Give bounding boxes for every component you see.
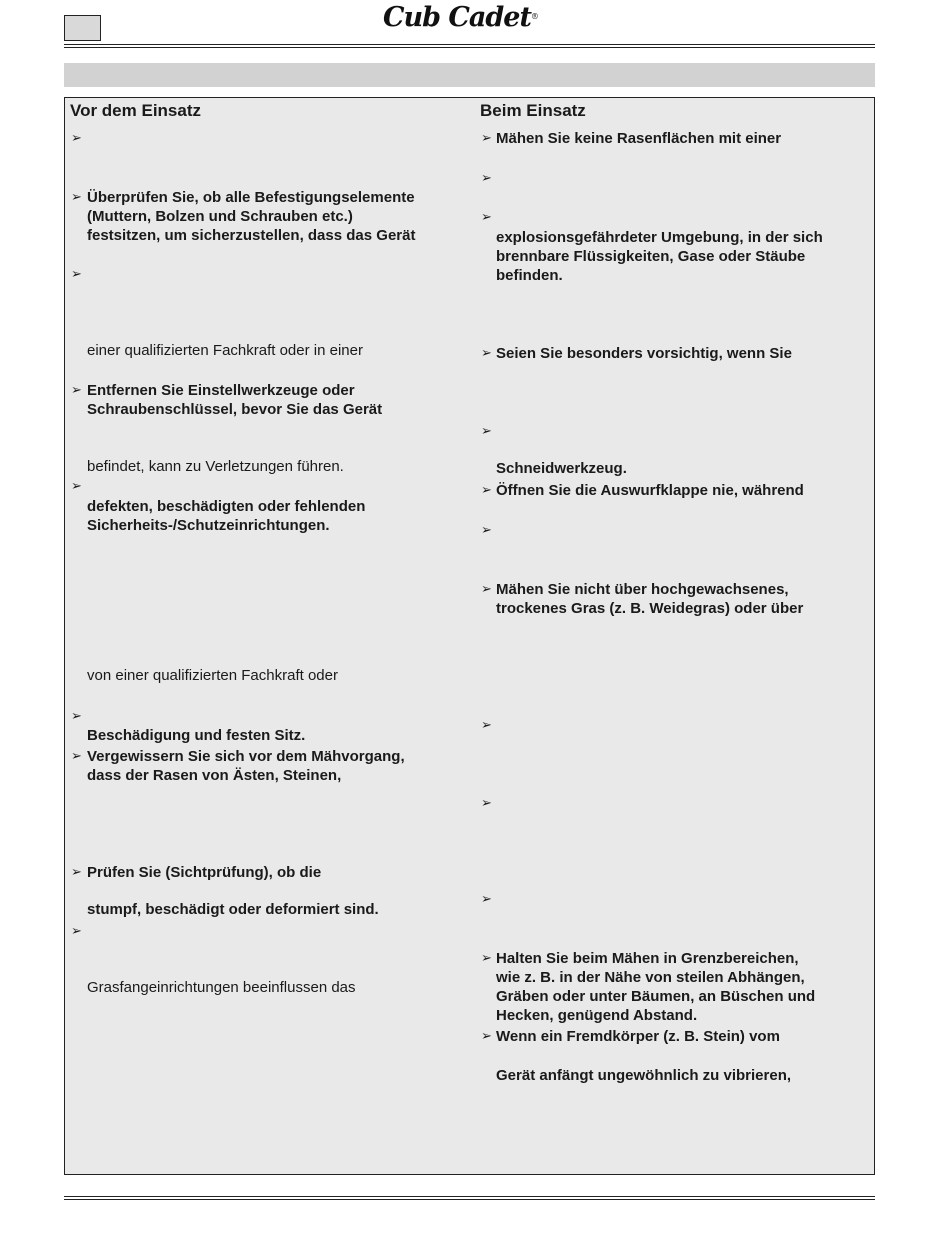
bullet-arrow-icon: ➢ (71, 865, 82, 880)
left-text-line: dass der Rasen von Ästen, Steinen, (87, 767, 342, 784)
right-text-line: Seien Sie besonders vorsichtig, wenn Sie (496, 345, 792, 362)
right-text-line: Hecken, genügend Abstand. (496, 1007, 698, 1024)
left-text-line: befindet, kann zu Verletzungen führen. (87, 458, 344, 475)
left-text-line: Überprüfen Sie, ob alle Befestigungselemente (87, 189, 415, 206)
bullet-arrow-icon: ➢ (481, 796, 492, 811)
left-text-line: stumpf, beschädigt oder deformiert sind. (87, 901, 379, 918)
page-number-box (64, 15, 101, 41)
bullet-arrow-icon: ➢ (481, 346, 492, 361)
right-column-heading: Beim Einsatz (480, 101, 586, 120)
bullet-arrow-icon: ➢ (71, 267, 82, 282)
bullet-arrow-icon: ➢ (71, 190, 82, 205)
bullet-arrow-icon: ➢ (481, 951, 492, 966)
left-text-line: von einer qualifizierten Fachkraft oder (87, 667, 338, 684)
bullet-arrow-icon: ➢ (481, 131, 492, 146)
left-text-line: Grasfangeinrichtungen beeinflussen das (87, 979, 356, 996)
bullet-arrow-icon: ➢ (481, 582, 492, 597)
section-title-band (64, 63, 875, 87)
bullet-arrow-icon: ➢ (481, 171, 492, 186)
cub-cadet-logo (383, 2, 538, 36)
left-text-line: Beschädigung und festen Sitz. (87, 727, 306, 744)
right-text-line: brennbare Flüssigkeiten, Gase oder Stäube (496, 248, 806, 265)
right-text-line: wie z. B. in der Nähe von steilen Abhängen, (496, 969, 805, 986)
footer-rule-top (64, 1196, 875, 1197)
bullet-arrow-icon: ➢ (71, 479, 82, 494)
bullet-arrow-icon: ➢ (481, 483, 492, 498)
left-text-line: Sicherheits-/Schutzeinrichtungen. (87, 517, 330, 534)
right-text-line: Mähen Sie nicht über hochgewachsenes, (496, 581, 789, 598)
right-text-line: Gerät anfängt ungewöhnlich zu vibrieren, (496, 1067, 792, 1084)
left-text-line: Entfernen Sie Einstellwerkzeuge oder (87, 382, 355, 399)
right-text-line: explosionsgefährdeter Umgebung, in der sich (496, 229, 823, 246)
header-rule-top (64, 44, 875, 45)
registered-mark: ® (530, 12, 538, 21)
bullet-arrow-icon: ➢ (71, 749, 82, 764)
bullet-arrow-icon: ➢ (481, 718, 492, 733)
bullet-arrow-icon: ➢ (481, 1029, 492, 1044)
right-text-line: Öffnen Sie die Auswurfklappe nie, während (496, 482, 804, 499)
bullet-arrow-icon: ➢ (71, 383, 82, 398)
right-text-line: trockenes Gras (z. B. Weidegras) oder über (496, 600, 804, 617)
right-text-line: befinden. (496, 267, 563, 284)
bullet-arrow-icon: ➢ (481, 892, 492, 907)
left-text-line: festsitzen, um sicherzustellen, dass das Gerät (87, 227, 416, 244)
bullet-arrow-icon: ➢ (71, 131, 82, 146)
left-text-line: Vergewissern Sie sich vor dem Mähvorgang, (87, 748, 405, 765)
bullet-arrow-icon: ➢ (481, 523, 492, 538)
right-text-line: Mähen Sie keine Rasenflächen mit einer (496, 130, 782, 147)
right-text-line: Halten Sie beim Mähen in Grenzbereichen, (496, 950, 799, 967)
right-text-line: Wenn ein Fremdkörper (z. B. Stein) vom (496, 1028, 780, 1045)
left-text-line: Schraubenschlüssel, bevor Sie das Gerät (87, 401, 383, 418)
left-text-line: einer qualifizierten Fachkraft oder in einer (87, 342, 363, 359)
left-text-line: (Muttern, Bolzen und Schrauben etc.) (87, 208, 353, 225)
bullet-arrow-icon: ➢ (481, 210, 492, 225)
right-text-line: Schneidwerkzeug. (496, 460, 627, 477)
left-text-line: defekten, beschädigten oder fehlenden (87, 498, 366, 515)
logo-text: Cub Cadet (383, 2, 531, 33)
left-text-line: Prüfen Sie (Sichtprüfung), ob die (87, 864, 322, 881)
footer-rule-bottom (64, 1199, 875, 1200)
bullet-arrow-icon: ➢ (481, 424, 492, 439)
right-text-line: Gräben oder unter Bäumen, an Büschen und (496, 988, 816, 1005)
header-rule-bottom (64, 47, 875, 48)
left-column-heading: Vor dem Einsatz (70, 101, 201, 120)
bullet-arrow-icon: ➢ (71, 709, 82, 724)
bullet-arrow-icon: ➢ (71, 924, 82, 939)
